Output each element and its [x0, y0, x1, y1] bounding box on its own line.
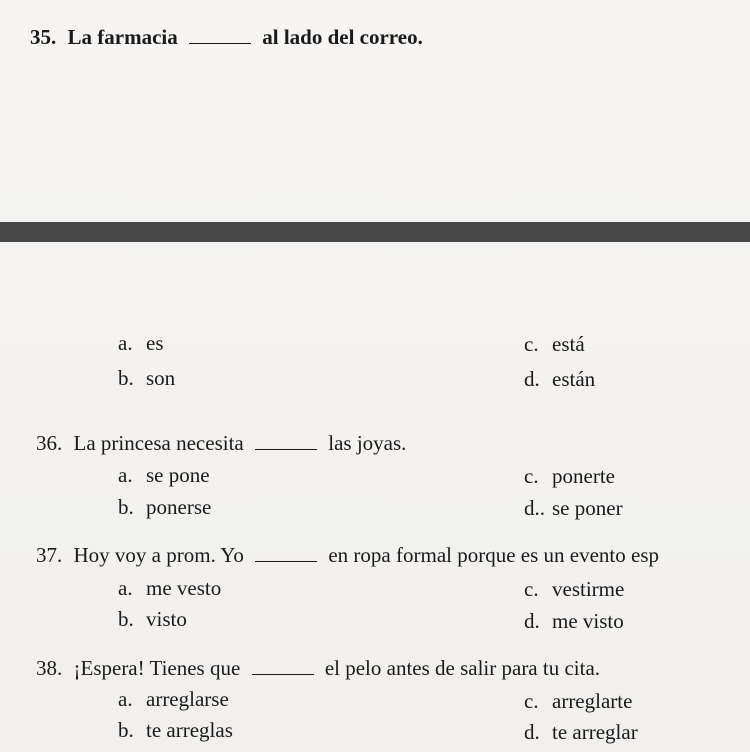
- question-text-after: al lado del correo.: [262, 25, 423, 49]
- answer-blank: [255, 433, 317, 450]
- question-number: 38.: [36, 656, 63, 680]
- option-a: a. me vesto: [118, 576, 222, 600]
- option-c: c. está: [524, 332, 585, 356]
- question-35: [30, 24, 423, 50]
- question-text-after: en ropa formal porque es un evento esp: [328, 543, 659, 567]
- answer-blank: [252, 658, 314, 675]
- option-b: b. ponerse: [118, 495, 212, 519]
- option-b: b. te arreglas: [118, 718, 233, 742]
- question-36: [36, 430, 406, 456]
- option-b: b. visto: [118, 607, 187, 631]
- question-number: 35.: [30, 25, 57, 49]
- option-c: c. vestirme: [524, 577, 625, 601]
- divider-bar: [0, 222, 750, 242]
- option-a: a. se pone: [118, 463, 210, 487]
- question-number: 37.: [36, 543, 63, 567]
- option-a: a. arreglarse: [118, 687, 229, 711]
- question-38: [36, 655, 600, 681]
- question-text-after: las joyas.: [328, 431, 407, 455]
- option-c: c. ponerte: [524, 464, 615, 488]
- question-text-before: ¡Espera! Tienes que: [73, 656, 241, 680]
- question-text-before: Hoy voy a prom. Yo: [73, 543, 244, 567]
- option-a: a. es: [118, 331, 164, 355]
- question-text-before: La farmacia: [67, 25, 178, 49]
- answer-blank: [189, 27, 251, 44]
- option-d: d.. se poner: [524, 496, 623, 520]
- question-text-after: el pelo antes de salir para tu cita.: [324, 656, 601, 680]
- question-37: [36, 542, 750, 568]
- question-text-before: La princesa necesita: [73, 431, 244, 455]
- option-b: b. son: [118, 366, 176, 390]
- option-d: d. están: [524, 367, 596, 391]
- question-number: 36.: [36, 431, 63, 455]
- option-d: d. te arreglar: [524, 720, 638, 744]
- option-d: d. me visto: [524, 609, 624, 633]
- option-c: c. arreglarte: [524, 689, 633, 713]
- answer-blank: [255, 545, 317, 562]
